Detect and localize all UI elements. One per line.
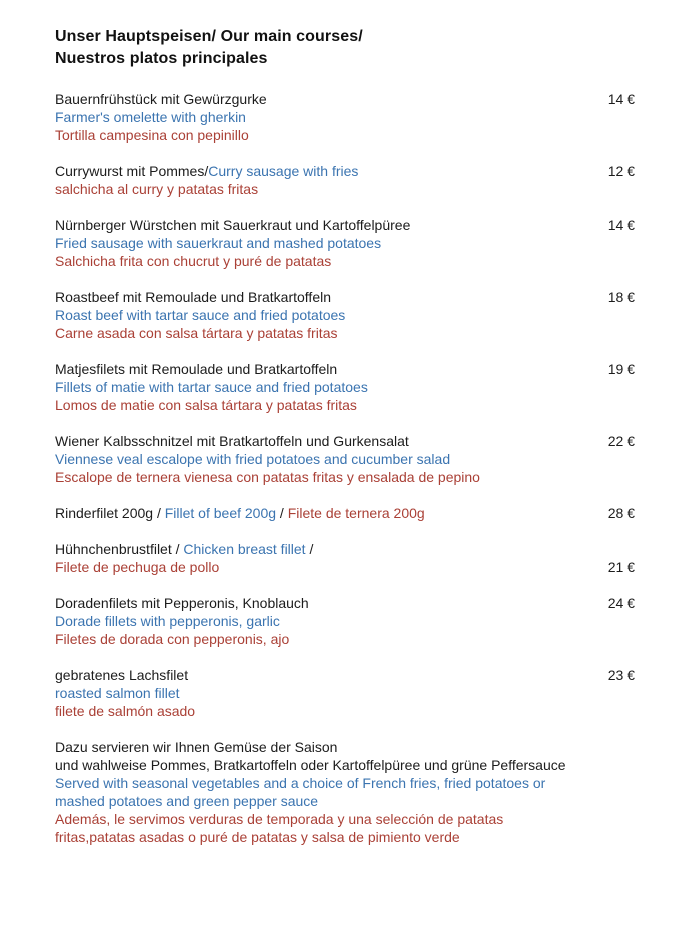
menu-item-text-es: Lomos de matie con salsa tártara y patatas fritas [55,397,357,413]
menu-item-line [55,216,635,234]
menu-item [55,216,635,270]
menu-item-text [55,684,635,702]
menu-item-text-de: Matjesfilets mit Remoulade und Bratkartoffeln [55,361,338,377]
menu-item-price: 12 € [607,163,635,179]
menu-item-text-es: salchicha al curry y patatas fritas [55,181,259,197]
menu-item-text-en: Fillets of matie with tartar sauce and fried potatoes [55,379,368,395]
serving-note [55,738,635,846]
menu-item-text [55,162,596,180]
menu-item-text-es: Filete de pechuga de pollo [55,559,220,575]
menu-item-price: 14 € [607,91,635,107]
menu-item-line [55,378,635,396]
menu-item-line [55,558,635,576]
menu-item-text [55,702,635,720]
menu-item-text-en: Farmer's omelette with gherkin [55,109,246,125]
menu-item-text-de: Rinderfilet 200g / [55,505,165,521]
menu-item-line [55,684,635,702]
menu-item-line [55,702,635,720]
menu-item-text-en: roasted salmon fillet [55,685,180,701]
menu-title [55,26,635,70]
menu-item-text [55,360,596,378]
menu-item-line [55,504,635,522]
menu-item-text-de: / [276,505,288,521]
menu-item [55,288,635,342]
serving-note-line-es: Además, le servimos verduras de temporada y una selección de patatas [55,811,504,827]
menu-item-text [55,288,596,306]
menu-item-text-de: Nürnberger Würstchen mit Sauerkraut und Kartoffelpüree [55,217,411,233]
menu-item [55,504,635,522]
menu-item-price: 19 € [607,361,635,377]
menu-item-price: 23 € [607,667,635,683]
menu-title-line-2: Nuestros platos principales [55,50,268,67]
menu-title-line-1: Unser Hauptspeisen/ Our main courses/ [55,28,363,45]
menu-item-text-es: Escalope de ternera vienesa con patatas fritas y ensalada de pepino [55,469,480,485]
menu-item-line [55,90,635,108]
menu-item [55,432,635,486]
menu-item-price: 18 € [607,289,635,305]
menu-item-text-de: Roastbeef mit Remoulade und Bratkartoffeln [55,289,332,305]
menu-item-text [55,90,596,108]
menu-item-text-de: Doradenfilets mit Pepperonis, Knoblauch [55,595,309,611]
menu-item-line [55,396,635,414]
serving-note-line-en: Served with seasonal vegetables and a choice of French fries, fried potatoes or [55,775,546,791]
menu-item-line [55,630,635,648]
menu-item-text [55,612,635,630]
menu-item-text-es: Tortilla campesina con pepinillo [55,127,249,143]
menu-item-text-es: Carne asada con salsa tártara y patatas fritas [55,325,338,341]
menu-item-line [55,666,635,684]
menu-item-text [55,432,596,450]
menu-item-line [55,360,635,378]
serving-note-line-de: Dazu servieren wir Ihnen Gemüse der Saison [55,739,338,755]
menu-item [55,162,635,198]
serving-note-line-de: und wahlweise Pommes, Bratkartoffeln oder Kartoffelpüree und grüne Peffersauce [55,757,566,773]
menu-item-line [55,432,635,450]
menu-item-text-es: Filetes de dorada con pepperonis, ajo [55,631,290,647]
menu-item-line [55,126,635,144]
menu-item-text-en: Fillet of beef 200g [164,505,277,521]
menu-item-text [55,666,596,684]
menu-item-line [55,288,635,306]
serving-note-line-es: fritas,patatas asadas o puré de patatas y salsa de pimiento verde [55,829,460,845]
menu-item-text-es: Filete de ternera 200g [287,505,425,521]
menu-item-line [55,540,635,558]
menu-item-text [55,558,596,576]
menu-item-text-de: Wiener Kalbsschnitzel mit Bratkartoffeln und Gurkensalat [55,433,409,449]
menu-item-text [55,468,635,486]
menu-item-text-de: gebratenes Lachsfilet [55,667,189,683]
menu-item [55,360,635,414]
menu-item-line [55,162,635,180]
menu-item-text [55,126,635,144]
menu-item-text-en: Curry sausage with fries [208,163,359,179]
menu-item-text [55,504,596,522]
menu-item-text-en: Dorade fillets with pepperonis, garlic [55,613,280,629]
menu-item-text [55,396,635,414]
menu-item-line [55,468,635,486]
menu-item-text-en: Viennese veal escalope with fried potatoes and cucumber salad [55,451,451,467]
menu-item-line [55,234,635,252]
menu-item-text [55,180,635,198]
menu-item [55,90,635,144]
menu-item-text-de: Hühnchenbrustfilet / [55,541,184,557]
menu-item [55,540,635,576]
menu-item [55,594,635,648]
menu-item-text [55,540,635,558]
menu-item-text [55,324,635,342]
menu-item-text [55,630,635,648]
menu-item-price: 14 € [607,217,635,233]
menu-item-text [55,594,596,612]
menu-item-text [55,306,635,324]
menu-item-text [55,108,635,126]
menu-item-text [55,450,635,468]
menu-item-price: 22 € [607,433,635,449]
menu-item-text-de: / [305,541,314,557]
menu-item-price: 24 € [607,595,635,611]
menu-item-text [55,378,635,396]
menu-item-text-de: Currywurst mit Pommes/ [55,163,209,179]
menu-item-line [55,324,635,342]
menu-item-text-es: Salchicha frita con chucrut y puré de patatas [55,253,332,269]
menu-item-price: 28 € [607,505,635,521]
menu-list [55,90,635,720]
menu-item-line [55,180,635,198]
menu-item-line [55,612,635,630]
menu-item-line [55,306,635,324]
menu-item [55,666,635,720]
menu-item-text [55,252,635,270]
menu-item-text-en: Chicken breast fillet [183,541,306,557]
menu-item-line [55,594,635,612]
menu-item-line [55,252,635,270]
menu-item-text-es: filete de salmón asado [55,703,196,719]
serving-note-line-en: mashed potatoes and green pepper sauce [55,793,319,809]
menu-item-text [55,216,596,234]
menu-item-line [55,450,635,468]
menu-item-price: 21 € [607,559,635,575]
menu-item-text-en: Fried sausage with sauerkraut and mashed potatoes [55,235,382,251]
menu-item-text [55,234,635,252]
menu-item-text-en: Roast beef with tartar sauce and fried potatoes [55,307,346,323]
menu-item-line [55,108,635,126]
menu-item-text-de: Bauernfrühstück mit Gewürzgurke [55,91,267,107]
